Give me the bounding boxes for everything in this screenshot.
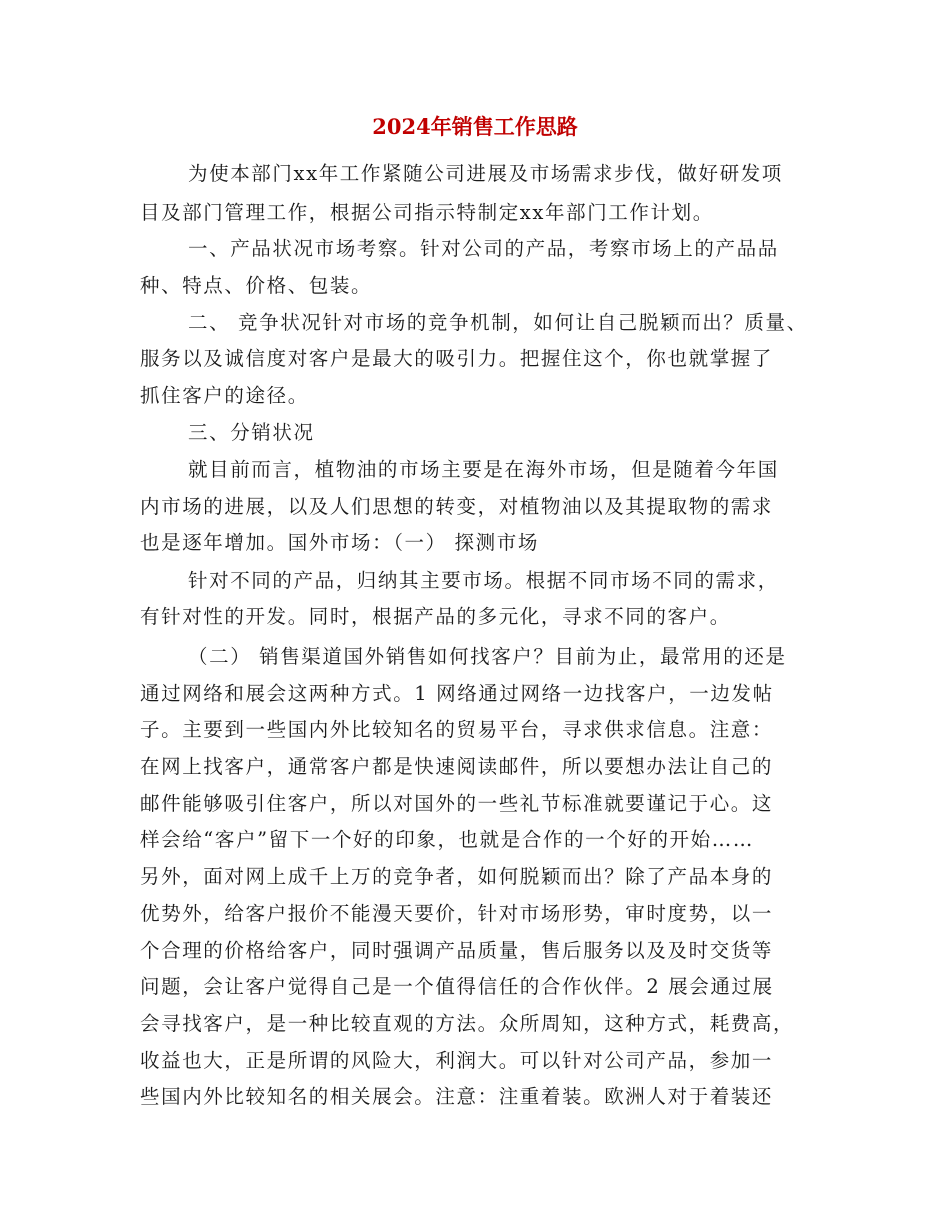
paragraph-line: 收益也大，正是所谓的风险大，利润大。可以针对公司产品，参加一	[140, 1049, 774, 1072]
paragraph-line: 邮件能够吸引住客户，所以对国外的一些礼节标准就要谨记于心。这	[140, 792, 774, 815]
paragraph-line: 目及部门管理工作，根据公司指示特制定xx年部门工作计划。	[140, 201, 714, 224]
paragraph-line: 二、 竞争状况针对市场的竞争机制，如何让自己脱颖而出？质量、	[188, 311, 808, 334]
paragraph-line: 服务以及诚信度对客户是最大的吸引力。把握住这个，你也就掌握了	[140, 347, 774, 370]
paragraph-line: 个合理的价格给客户，同时强调产品质量，售后服务以及及时交货等	[140, 939, 774, 962]
paragraph-line: 也是逐年增加。国外市场：（一） 探测市场	[140, 531, 539, 554]
paragraph-line: 有针对性的开发。同时，根据产品的多元化，寻求不同的客户。	[140, 605, 731, 628]
section-heading-line: 三、分销状况	[188, 421, 315, 444]
paragraph-line: 种、特点、价格、包装。	[140, 274, 373, 297]
paragraph-line: 另外，面对网上成千上万的竞争者，如何脱颖而出？除了产品本身的	[140, 865, 774, 888]
paragraph-line: 会寻找客户，是一种比较直观的方法。众所周知，这种方式，耗费高，	[140, 1012, 795, 1035]
paragraph-line: 子。主要到一些国内外比较知名的贸易平台，寻求供求信息。注意：	[140, 718, 774, 741]
paragraph-line: 样会给“客户”留下一个好的印象，也就是合作的一个好的开始……	[140, 828, 754, 851]
paragraph-line: 些国内外比较知名的相关展会。注意：注重着装。欧洲人对于着装还	[140, 1085, 774, 1108]
paragraph-line: 抓住客户的途径。	[140, 384, 309, 407]
document-title: 2024年销售工作思路	[372, 114, 578, 139]
paragraph-line: 针对不同的产品，归纳其主要市场。根据不同市场不同的需求，	[188, 569, 779, 592]
paragraph-line: 就目前而言，植物油的市场主要是在海外市场，但是随着今年国	[188, 458, 779, 481]
paragraph-line: 问题，会让客户觉得自己是一个值得信任的合作伙伴。2 展会通过展	[140, 975, 774, 998]
paragraph-line: 通过网络和展会这两种方式。1 网络通过网络一边找客户，一边发帖	[140, 682, 774, 705]
paragraph-line: 为使本部门xx年工作紧随公司进展及市场需求步伐，做好研发项	[188, 162, 783, 185]
paragraph-line: 在网上找客户，通常客户都是快速阅读邮件，所以要想办法让自己的	[140, 755, 774, 778]
paragraph-line: 一、产品状况市场考察。针对公司的产品，考察市场上的产品品	[188, 237, 779, 260]
paragraph-line: 内市场的进展，以及人们思想的转变，对植物油以及其提取物的需求	[140, 495, 774, 518]
paragraph-line: （二） 销售渠道国外销售如何找客户？目前为止，最常用的还是	[188, 645, 787, 668]
paragraph-line: 优势外，给客户报价不能漫天要价，针对市场形势，审时度势，以一	[140, 902, 774, 925]
